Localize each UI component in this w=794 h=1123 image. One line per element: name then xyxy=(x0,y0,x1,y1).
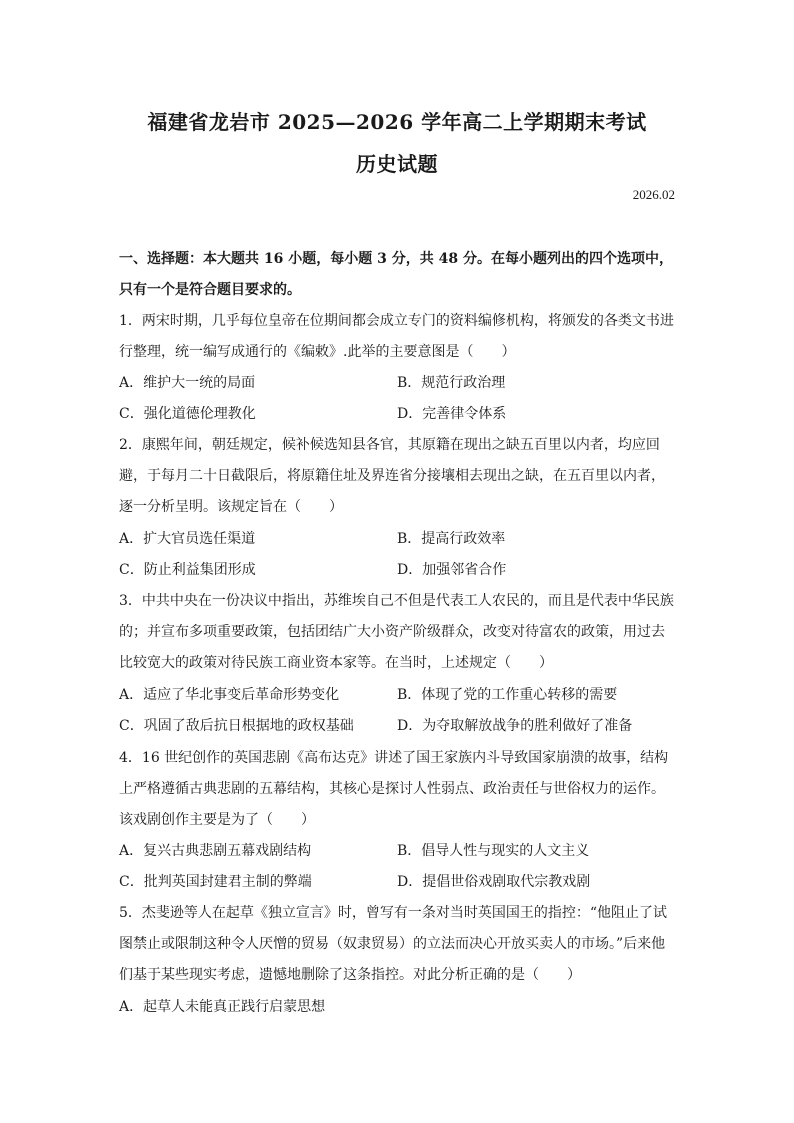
exam-date: 2026.02 xyxy=(632,187,675,202)
question-1-stem: 1．两宋时期，几乎每位皇帝在位期间都会成立专门的资料编修机构，将颁发的各类文书进行整理，统一编写成通行的《编敕》.此举的主要意图是（ ） xyxy=(119,313,674,360)
question-3-option-a: A．适应了华北事变后革命形势变化 xyxy=(119,687,340,703)
question-1-option-d: D．完善律令体系 xyxy=(397,406,507,422)
exam-subtitle: 历史试题 xyxy=(356,152,438,176)
question-2-option-a: A．扩大官员选任渠道 xyxy=(119,531,256,547)
question-1-option-b: B．规范行政治理 xyxy=(397,375,506,391)
question-3-option-c: C．巩固了敌后抗日根据地的政权基础 xyxy=(119,718,354,734)
question-2-option-c: C．防止利益集团形成 xyxy=(119,562,256,578)
question-1-option-c: C．强化道德伦理教化 xyxy=(119,406,256,422)
section-instructions: 一、选择题：本大题共 16 小题，每小题 3 分，共 48 分。在每小题列出的四个选项中，只有一个是符合题目要求的。 xyxy=(119,251,673,298)
question-1-option-a: A．维护大一统的局面 xyxy=(119,375,256,391)
question-4-option-b: B．倡导人性与现实的人文主义 xyxy=(397,843,590,859)
question-3-option-b: B．体现了党的工作重心转移的需要 xyxy=(397,687,618,703)
question-3-option-d: D．为夺取解放战争的胜利做好了准备 xyxy=(397,718,633,734)
exam-title: 福建省龙岩市 2025—2026 学年高二上学期期末考试 xyxy=(147,110,647,134)
question-2-option-d: D．加强邻省合作 xyxy=(397,562,507,578)
question-4-option-c: C．批判英国封建君主制的弊端 xyxy=(119,874,312,890)
question-2-option-b: B．提高行政效率 xyxy=(397,531,506,547)
question-5-option-a: A．起草人未能真正践行启蒙思想 xyxy=(119,999,326,1015)
question-4-option-a: A．复兴古典悲剧五幕戏剧结构 xyxy=(119,843,312,859)
question-3-stem: 3．中共中央在一份决议中指出，苏维埃自己不但是代表工人农民的，而且是代表中华民族的；并宣布多项重要政策，包括团结广大小资产阶级群众，改变对待富农的政策，用过去比较宽大的政策对待民族工商业资本家等。在当时，上述规定（ ） xyxy=(119,593,674,671)
question-5-stem: 5．杰斐逊等人在起草《独立宣言》时，曾写有一条对当时英国国王的指控：“他阻止了试图禁止或限制这种令人厌憎的贸易（奴隶贸易）的立法而决心开放买卖人的市场。”后来他们基于某些现实考虑，遗憾地删除了这条指控。对此分析正确的是（ ） xyxy=(119,905,668,983)
question-2-stem: 2．康熙年间，朝廷规定，候补候选知县各官，其原籍在现出之缺五百里以内者，均应回避，于每月二十日截限后，将原籍住址及界连省分接壤相去现出之缺，在五百里以内者，逐一分析呈明。该规定旨在（ ） xyxy=(119,437,665,515)
question-4-stem: 4．16 世纪创作的英国悲剧《高布达克》讲述了国王家族内斗导致国家崩溃的故事，结构上严格遵循古典悲剧的五幕结构，其核心是探讨人性弱点、政治责任与世俗权力的运作。该戏剧创作主要是为了（ ） xyxy=(119,750,669,828)
question-4-option-d: D．提倡世俗戏剧取代宗教戏剧 xyxy=(397,874,591,890)
